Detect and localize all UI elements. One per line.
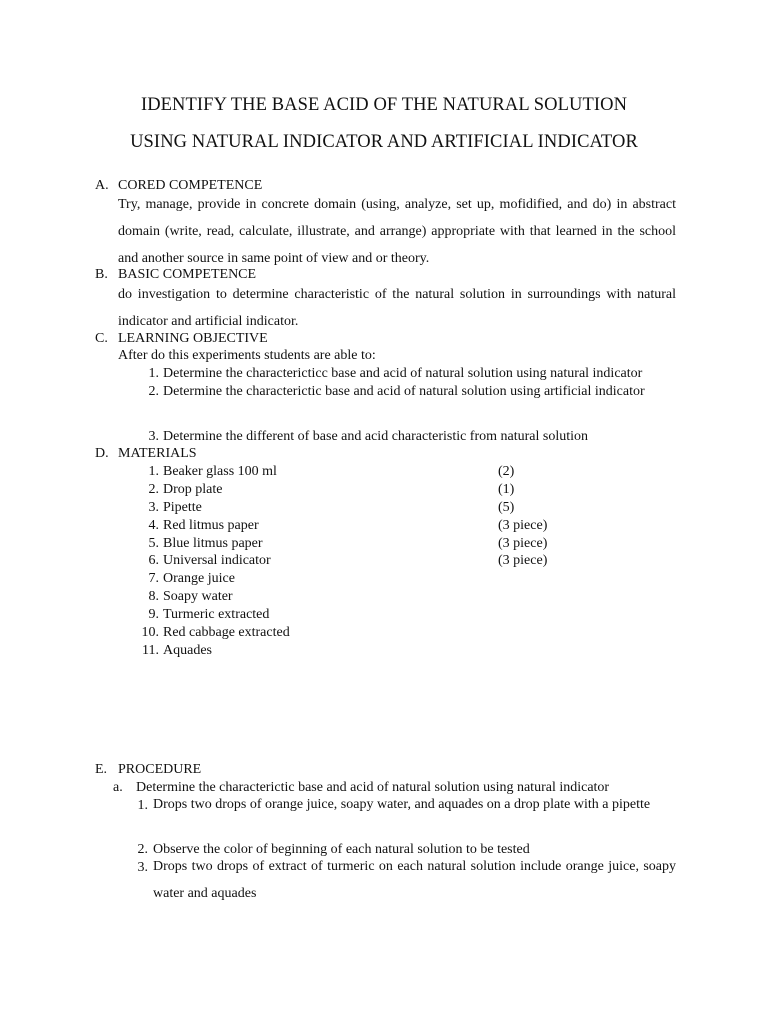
procedure-sub-heading: Determine the characterictic base and acid of natural solution using natural indicator (136, 780, 610, 795)
material-name: Orange juice (163, 571, 235, 586)
material-name: Pipette (163, 500, 202, 515)
material-name: Blue litmus paper (163, 536, 263, 551)
section-title: MATERIALS (118, 446, 197, 461)
material-name: Drop plate (163, 482, 223, 497)
section-title: BASIC COMPETENCE (118, 267, 257, 282)
material-quantity: (1) (498, 482, 515, 497)
material-number: 6. (148, 553, 159, 568)
procedure-sub-letter: a. (113, 780, 123, 795)
section-b-paragraph: do investigation to determine characteristic of the natural solution in surroundings with natural indicator and artificial indicator. (118, 287, 676, 329)
section-e-heading (95, 761, 201, 779)
material-quantity: (5) (498, 500, 515, 515)
material-number: 9. (148, 607, 159, 622)
material-quantity: (3 piece) (498, 536, 548, 551)
objective-item: Determine the characterictic base and acid of natural solution using artificial indicator (163, 384, 645, 399)
material-number: 11. (142, 643, 159, 658)
material-number: 8. (148, 589, 159, 604)
section-title: CORED COMPETENCE (118, 178, 263, 193)
section-c-intro: After do this experiments students are able to: (118, 348, 376, 363)
material-quantity: (3 piece) (498, 553, 548, 568)
section-letter: C. (95, 331, 108, 346)
material-quantity: (3 piece) (498, 518, 548, 533)
section-a-paragraph: Try, manage, provide in concrete domain (using, analyze, set up, mofidified, and do) in abstract domain (write, read, calculate, illustrate, and arrange) appropriate with that learned in the school and another source in same point of view and or theory. (118, 197, 676, 266)
material-number: 5. (148, 536, 159, 551)
document-title-line-1: IDENTIFY THE BASE ACID OF THE NATURAL SOLUTION (140, 95, 628, 115)
material-name: Red litmus paper (163, 518, 259, 533)
material-number: 1. (148, 464, 159, 479)
material-name: Universal indicator (163, 553, 271, 568)
section-title: LEARNING OBJECTIVE (118, 331, 268, 346)
section-d-heading (95, 445, 197, 463)
material-number: 10. (141, 625, 159, 640)
section-letter: A. (95, 178, 109, 193)
section-title: PROCEDURE (118, 762, 202, 777)
procedure-step: Drops two drops of orange juice, soapy water, and aquades on a drop plate with a pipette (153, 797, 651, 812)
procedure-step: Observe the color of beginning of each natural solution to be tested (153, 842, 530, 857)
material-number: 7. (148, 571, 159, 586)
material-name: Soapy water (163, 589, 233, 604)
section-letter: B. (95, 267, 108, 282)
material-number: 3. (148, 500, 159, 515)
section-c-heading (95, 330, 268, 348)
objective-item: Determine the charactericticc base and acid of natural solution using natural indicator (163, 366, 643, 381)
material-name: Turmeric extracted (163, 607, 270, 622)
section-letter: D. (95, 446, 109, 461)
procedure-step-number: 2. (137, 842, 148, 857)
objective-item: Determine the different of base and acid characteristic from natural solution (163, 429, 589, 444)
objective-number: 2. (148, 384, 159, 399)
material-number: 4. (148, 518, 159, 533)
material-number: 2. (148, 482, 159, 497)
material-name: Red cabbage extracted (163, 625, 290, 640)
procedure-step-number: 3. (137, 860, 148, 875)
procedure-step-number: 1. (137, 798, 148, 813)
procedure-step: Drops two drops of extract of turmeric on each natural solution include orange juice, soapy water and aquades (153, 859, 676, 901)
section-letter: E. (95, 762, 108, 777)
document-title-line-2: USING NATURAL INDICATOR AND ARTIFICIAL INDICATOR (130, 132, 638, 152)
material-name: Aquades (163, 643, 212, 658)
material-quantity: (2) (498, 464, 515, 479)
objective-number: 1. (148, 366, 159, 381)
objective-number: 3. (148, 429, 159, 444)
material-name: Beaker glass 100 ml (163, 464, 277, 479)
